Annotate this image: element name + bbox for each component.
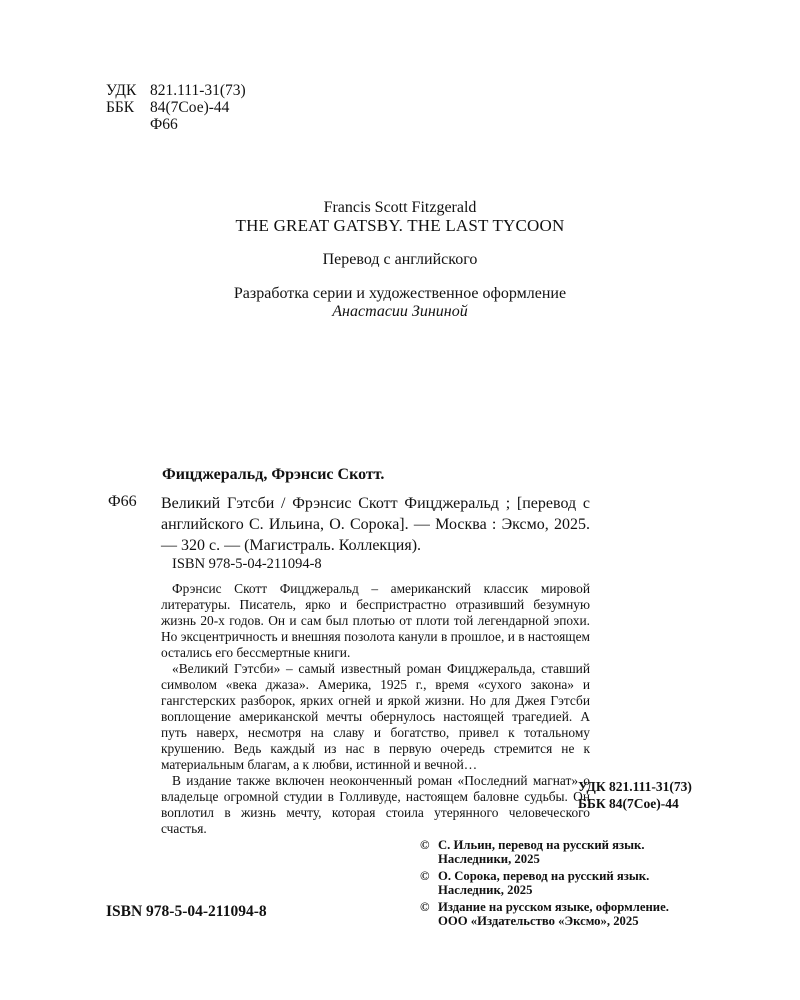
copyright-line: Издание на русском языке, оформление. [438, 900, 669, 914]
bbk-value: 84(7Сое)-44 [150, 99, 230, 116]
catalog-bbk: ББК 84(7Сое)-44 [578, 796, 679, 811]
catalog-heading: Фицджеральд, Фрэнсис Скотт. [162, 466, 385, 483]
isbn-bottom: ISBN 978-5-04-211094-8 [106, 903, 267, 920]
design-note: Разработка серии и художественное оформление [233, 285, 567, 302]
copyright-symbol: © [420, 869, 430, 883]
bbk-line [106, 99, 246, 116]
author-mark: Ф66 [150, 116, 178, 133]
copyright-line: ООО «Издательство «Эксмо», 2025 [438, 914, 639, 928]
catalog-isbn: ISBN 978-5-04-211094-8 [172, 556, 322, 572]
copyright-line: Наследники, 2025 [438, 852, 540, 866]
copyright-symbol: © [420, 838, 430, 852]
annotation [161, 581, 590, 837]
copyright-item [420, 869, 669, 897]
catalog-udk: УДК 821.111-31(73) [578, 779, 692, 794]
udk-line [106, 82, 246, 99]
annotation-paragraph: «Великий Гэтсби» – самый известный роман Фицджеральда, ставший символом «века джаза». Америка, 1925 г., время «сухого закона» и гангстерских разборок, ярких огней и яркой жизни. Но для Джея Гэтсби воплощение американской мечты обернулось настоящей трагедией. А путь наверх, несмотря на славу и богатство, привел к тотальному крушению. Ведь каждый из нас в первую очередь стремится не к материальным благам, а к любви, истинной и вечной… [161, 661, 590, 772]
copyright-symbol: © [420, 900, 430, 914]
classification-block [106, 82, 246, 133]
translation-note: Перевод с английского [322, 251, 478, 268]
udk-value: 821.111-31(73) [150, 82, 246, 99]
copyright-line: О. Сорока, перевод на русский язык. [438, 869, 650, 883]
copyright-block [420, 838, 669, 931]
bbk-label: ББК [106, 99, 135, 116]
copyright-line: Наследник, 2025 [438, 883, 533, 897]
catalog-entry: Великий Гэтсби / Фрэнсис Скотт Фицджеральд ; [перевод с английского С. Ильина, О. Сорока]. — Москва : Эксмо, 2025. — 320 с. — (Магистраль. Коллекция). [161, 495, 590, 554]
annotation-paragraph: Фрэнсис Скотт Фицджеральд – американский классик мировой литературы. Писатель, ярко и беспристрастно отразивший безумную жизнь 20-х годов. Он и сам был плотью от плоти той легендарной эпохи. Но эксцентричность и внешняя позолота канули в прошлое, и в настоящем остались его бессмертные книги. [161, 581, 590, 660]
copyright-item [420, 900, 669, 928]
copyright-line: С. Ильин, перевод на русский язык. [438, 838, 645, 852]
author-english: Francis Scott Fitzgerald [323, 199, 477, 216]
title-english: THE GREAT GATSBY. THE LAST TYCOON [235, 216, 565, 235]
udk-label: УДК [106, 82, 137, 99]
designer-name: Анастасии Зининой [332, 303, 468, 320]
annotation-paragraph: В издание также включен неоконченный роман «Последний магнат» о владельце огромной студии в Голливуде, настоящем баловне судьбы. Он воплотил в жизнь мечту, которая стоила утерянного человеческого счастья. [161, 773, 590, 836]
catalog-code: Ф66 [108, 493, 137, 510]
copyright-item [420, 838, 669, 866]
catalog-classification [578, 778, 692, 812]
